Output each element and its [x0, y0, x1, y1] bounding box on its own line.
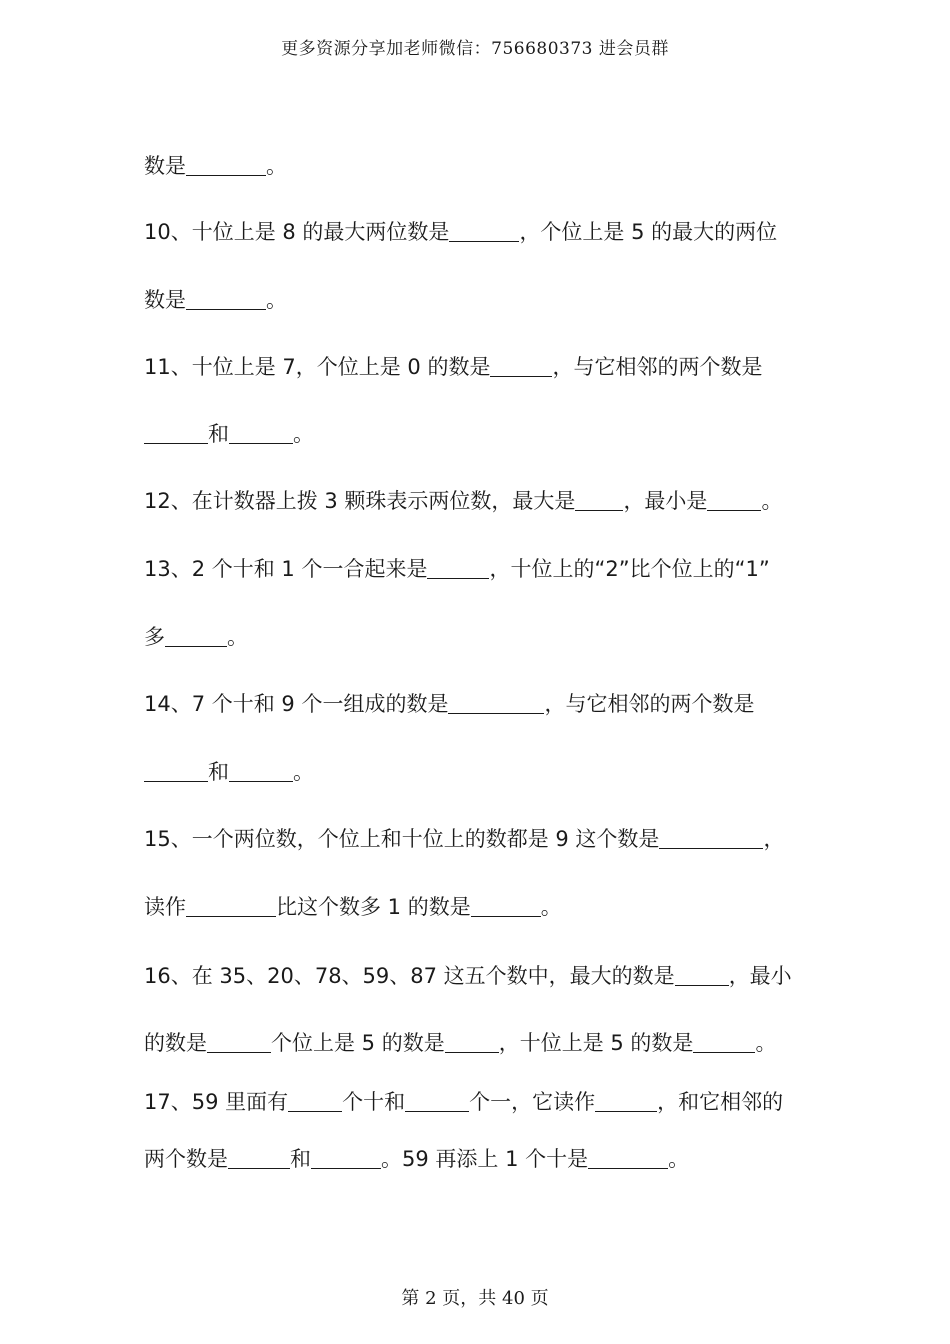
question-15-continued [144, 893, 562, 921]
answer-blank[interactable] [165, 624, 227, 647]
answer-blank[interactable] [288, 1089, 342, 1112]
text: 14、7 个十和 9 个一组成的数是 [144, 692, 449, 716]
question-14-continued [144, 758, 314, 786]
question-17-continued [144, 1145, 689, 1173]
answer-blank[interactable] [405, 1089, 469, 1112]
text: ，十位上的“2”比个位上的“1” [489, 557, 770, 581]
answer-blank[interactable] [471, 894, 541, 917]
text: 两个数是 [144, 1147, 228, 1171]
question-10-continued [144, 286, 287, 314]
question-13-continued [144, 623, 248, 651]
text: 11、十位上是 7，个位上是 0 的数是 [144, 355, 491, 379]
text: ，最小是 [623, 489, 708, 513]
text: 。 [761, 489, 783, 513]
text: 。59 再添上 1 个十是 [381, 1147, 589, 1171]
answer-blank[interactable] [693, 1030, 755, 1053]
text: 。 [668, 1147, 690, 1171]
text: ，十位上是 5 的数是 [498, 1031, 694, 1055]
answer-blank[interactable] [427, 556, 489, 579]
answer-blank[interactable] [595, 1089, 657, 1112]
answer-blank[interactable] [228, 1146, 290, 1169]
answer-blank[interactable] [490, 354, 552, 377]
text: 13、2 个十和 1 个一合起来是 [144, 557, 428, 581]
question-12 [144, 487, 782, 515]
question-16 [144, 962, 792, 990]
question-14 [144, 690, 754, 718]
text: 。 [266, 288, 287, 312]
text: 读作 [144, 895, 186, 919]
answer-blank[interactable] [144, 759, 208, 782]
answer-blank[interactable] [186, 894, 276, 917]
text: 10、十位上是 8 的最大两位数是 [144, 220, 450, 244]
question-17 [144, 1088, 783, 1116]
text: 。 [293, 422, 314, 446]
text: 的数是 [144, 1031, 207, 1055]
text: ，与它相邻的两个数是 [552, 355, 763, 379]
text: 个十和 [342, 1090, 406, 1114]
text: 。 [227, 625, 248, 649]
text: 15、一个两位数，个位上和十位上的数都是 9 这个数是 [144, 827, 660, 851]
text: 。 [293, 760, 314, 784]
text: 17、59 里面有 [144, 1090, 289, 1114]
answer-blank[interactable] [575, 488, 623, 511]
text: 和 [208, 422, 229, 446]
text: 12、在计数器上拨 3 颗珠表示两位数，最大是 [144, 489, 576, 513]
answer-blank[interactable] [311, 1146, 381, 1169]
text: 。 [540, 895, 562, 919]
answer-blank[interactable] [449, 219, 519, 242]
answer-blank[interactable] [144, 421, 208, 444]
answer-blank[interactable] [445, 1030, 499, 1053]
text: ，和它相邻的 [657, 1090, 784, 1114]
question-10 [144, 218, 777, 246]
text: 。 [755, 1031, 777, 1055]
answer-blank[interactable] [207, 1030, 271, 1053]
answer-blank[interactable] [229, 421, 293, 444]
text: 多 [144, 625, 165, 649]
answer-blank[interactable] [588, 1146, 668, 1169]
text: 比这个数多 1 的数是 [276, 895, 471, 919]
text: 和 [208, 760, 229, 784]
text: ，与它相邻的两个数是 [544, 692, 755, 716]
answer-blank[interactable] [186, 287, 266, 310]
question-16-continued [144, 1029, 776, 1057]
text: ，个位上是 5 的最大的两位 [519, 220, 778, 244]
answer-blank[interactable] [707, 488, 761, 511]
question-13 [144, 555, 770, 583]
text: 数是 [144, 288, 186, 312]
text: 个一，它读作 [469, 1090, 596, 1114]
question-11-continued [144, 420, 314, 448]
answer-blank[interactable] [448, 691, 544, 714]
answer-blank[interactable] [186, 153, 266, 176]
text: 16、在 35、20、78、59、87 这五个数中，最大的数是 [144, 964, 675, 988]
answer-blank[interactable] [659, 826, 763, 849]
page-header: 更多资源分享加老师微信：756680373 进会员群 [281, 39, 669, 59]
text: 数是 [144, 154, 186, 178]
text: 。 [266, 154, 287, 178]
answer-blank[interactable] [675, 963, 729, 986]
page-footer: 第 2 页，共 40 页 [401, 1288, 549, 1309]
answer-blank[interactable] [229, 759, 293, 782]
text: 和 [290, 1147, 311, 1171]
text: ，最小 [728, 964, 792, 988]
question-9-continued [144, 152, 287, 180]
question-11 [144, 353, 762, 381]
text: ， [763, 827, 785, 851]
question-15 [144, 825, 784, 853]
text: 个位上是 5 的数是 [271, 1031, 445, 1055]
